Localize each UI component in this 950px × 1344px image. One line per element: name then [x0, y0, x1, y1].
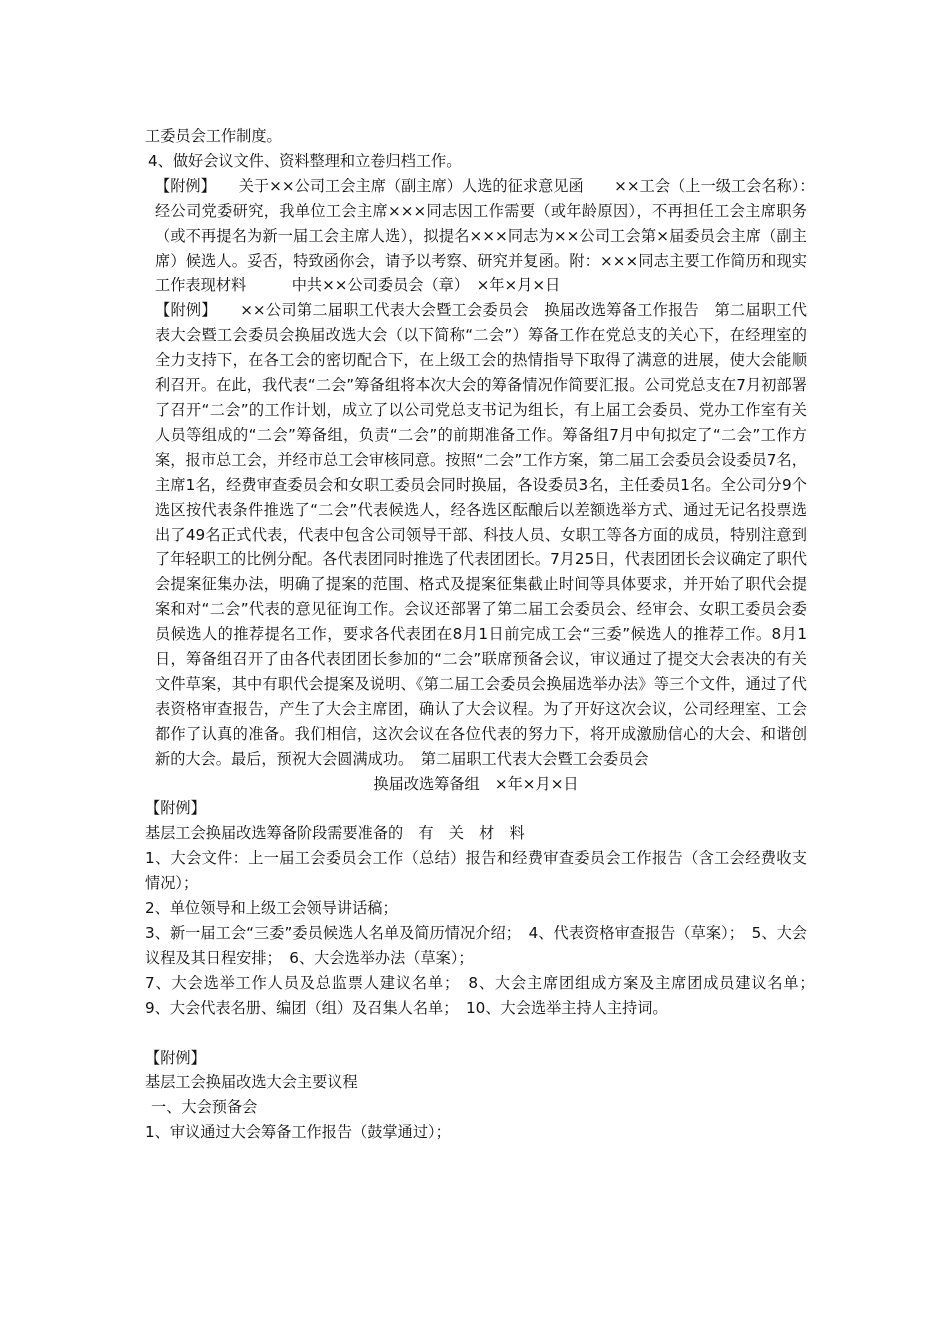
appendix-3-tag: 【附例】 — [145, 799, 206, 818]
appendix-4-tag: 【附例】 — [145, 1048, 206, 1067]
blank-line — [145, 1021, 807, 1046]
appendix-3-title: 基层工会换届改选筹备阶段需要准备的 有 关 材 料 — [145, 824, 525, 843]
appendix-4-item-1: 1、审议通过大会筹备工作报告（鼓掌通过）； — [145, 1123, 451, 1142]
appendix-report: 【附例】 ××公司第二届职工代表大会暨工会委员会 换届改选筹备工作报告 第二届职工代表大会暨工会委员会换届改选大会（以下简称“二会”）筹备工作在党总支的关心下，在经理室的全力支持下，在各工会的密切配合下，在上级工会的热情指导下取得了满意的进展，使大会能顺利召开。在此，我代表“二会”筹备组将本次大会的筹备情况作简要汇报。公司党总支在7月初部署了召开“二会”的工作计划，成立了以公司党总支书记为组长，有上届工会委员、党办工作室有关人员等组成的“二会”筹备组，负责“二会”的前期准备工作。筹备组7月中旬拟定了“二会”工作方案，报市总工会，并经市总工会审核同意。按照“二会”工作方案，第二届工会委员会设委员7名，主席1名，经费审查委员会和女职工委员会同时换届，各设委员3名，主任委员1名。全公司分9个选区按代表条件推选了“二会”代表候选人，经各选区酝酿后以差额选举方式、通过无记名投票选出了49名正式代表，代表中包含公司领导干部、科技人员、女职工等各方面的成员，特别注意到了年轻职工的比例分配。各代表团同时推选了代表团团长。7月25日，代表团团长会议确定了职代会提案征集办法，明确了提案的范围、格式及提案征集截止时间等具体要求，并开始了职代会提案和对“二会”代表的意见征询工作。会议还部署了第二届工会委员会、经审会、女职工委员会委员候选人的推荐提名工作，要求各代表团在8月1日前完成工会“三委”候选人的推荐工作。8月1日，筹备组召开了由各代表团团长参加的“二会”联席预备会议，审议通过了提交大会表决的有关文件草案，其中有职代会提案及说明、《第二届工会委员会换届选举办法》等三个文件，通过了代表资格审查报告，产生了大会主席团，确认了大会议程。为了开好这次会议，公司经理室、工会都作了认真的准备。我们相信，这次会议在各位代表的努力下，将开成激励信心的大会、和谐创新的大会。最后，预祝大会圆满成功。 第二届职工代表大会暨工会委员会 — [155, 301, 807, 768]
intro-line: 工委员会工作制度。 — [145, 127, 282, 145]
appendix-3-item-7: 7、大会选举工作人员及总监票人建议名单； 8、大会主席团组成方案及主席团成员建议名单； 9、大会代表名册、编团（组）及召集人名单； 10、大会选举主持人主持词。 — [145, 973, 823, 1017]
appendix-4-section-1: 一、大会预备会 — [151, 1098, 258, 1117]
appendix-3-item-1: 1、大会文件：上一届工会委员会工作（总结）报告和经费审查委员会工作报告（含工会经费收支情况）； — [145, 849, 807, 893]
item-4: 4、做好会议文件、资料整理和立卷归档工作。 — [148, 151, 462, 170]
appendix-3-item-2: 2、单位领导和上级工会领导讲话稿； — [145, 899, 398, 918]
appendix-letter: 【附例】 关于××公司工会主席（副主席）人选的征求意见函 ××工会（上一级工会名称）： 经公司党委研究，我单位工会主席×××同志因工作需要（或年龄原因），不再担任工会主席职务（或不再提名为新一届工会主席人选），拟提名×××同志为××公司工会第×届委员会主席（副主席）候选人。妥否，特致函你会，请予以考察、研究并复函。附：×××同志主要工作简历和现实工作表现材料 中共××公司委员会（章） ×年×月×日 — [155, 176, 823, 295]
report-signature: 换届改选筹备组 ×年×月×日 — [373, 774, 579, 793]
appendix-4-title: 基层工会换届改选大会主要议程 — [145, 1073, 358, 1092]
appendix-3-item-3: 3、新一届工会“三委”委员候选人名单及简历情况介绍； 4、代表资格审查报告（草案）； 5、大会议程及其日程安排； 6、大会选举办法（草案）； — [145, 924, 807, 967]
document-body — [145, 124, 823, 1145]
